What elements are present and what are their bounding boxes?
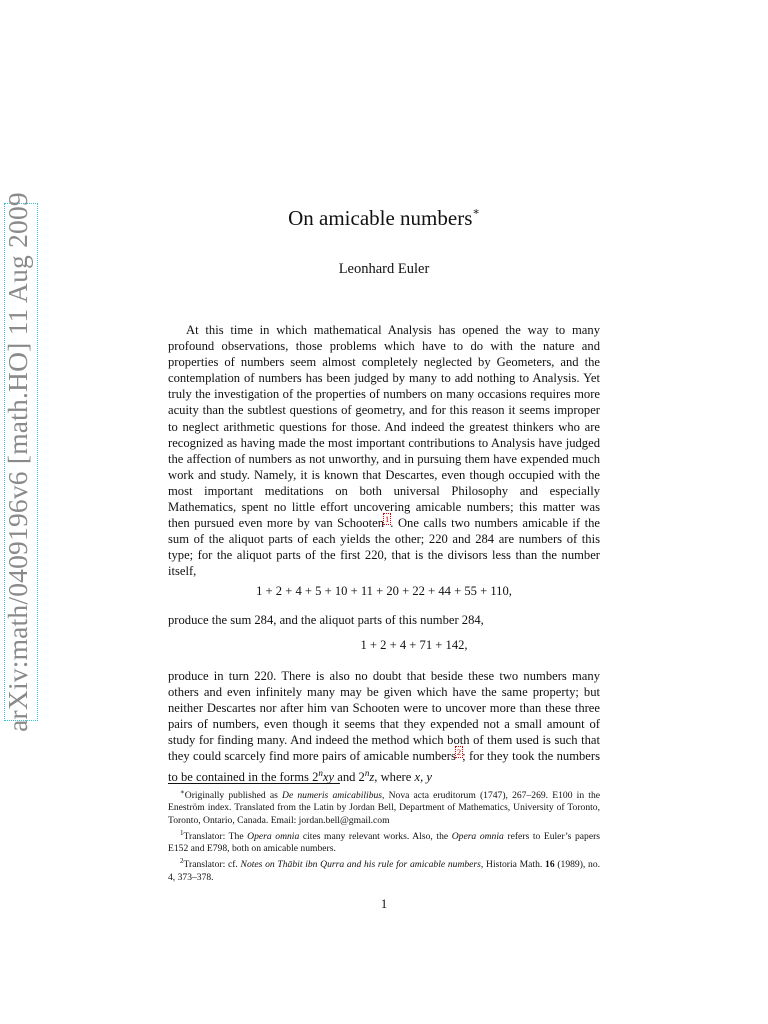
paragraph-2: produce the sum 284, and the aliquot parts of this number 284, xyxy=(168,613,484,627)
paper-title xyxy=(0,206,768,231)
paragraph-3-text-cont: ; for they took the numbers to be contained in the forms 2 xyxy=(168,749,600,784)
math-vars: x, y xyxy=(414,769,432,784)
footnote-rule xyxy=(168,783,340,784)
footnote-ref-1-link[interactable]: 1 xyxy=(385,513,390,524)
paragraph-3-where: , where xyxy=(374,769,415,784)
exponent-n-2: n xyxy=(364,767,370,778)
footnote-text: , Historia Math. xyxy=(480,859,546,871)
title-text: On amicable numbers xyxy=(288,206,473,230)
exponent-n: n xyxy=(318,767,323,778)
footnote-mark: 2 xyxy=(180,857,184,866)
footnote-italic-title: Opera omnia xyxy=(247,830,300,842)
footnote-italic-title: Opera omnia xyxy=(451,830,504,842)
footnote-text: , Nova acta eruditorum (1747), 267–269. E100 in the Eneström index. Translated from the Latin by Jordan Bell, Department of Mathematics, University of Toronto, Toronto, Ontario, Canada. Email: jordan.bell@gmail.com xyxy=(168,790,601,826)
footnote-star xyxy=(168,786,600,827)
arxiv-identifier: arXiv:math/0409196v6 [math.HO] 11 Aug 2009 xyxy=(2,192,33,732)
footnote-mark: 1 xyxy=(180,828,184,837)
footnote-text: refers to Euler’s papers E152 and E798, both on amicable numbers. xyxy=(168,830,601,855)
footnote-volume: 16 xyxy=(545,859,555,871)
footnotes xyxy=(168,786,600,884)
paragraph-1-text-cont: . One calls two numbers amicable if the sum of the aliquot parts of each yields the other; 220 and 284 are numbers of this type; for the aliquot parts of the first 220, that is the divisors less than the number itself, xyxy=(168,516,600,579)
paragraph-1 xyxy=(168,322,600,580)
footnote-text: Translator: cf. xyxy=(183,859,241,871)
footnote-1 xyxy=(168,827,600,856)
footnote-2 xyxy=(168,855,600,884)
author-name: Leonhard Euler xyxy=(338,261,430,277)
paragraph-1-text: At this time in which mathematical Analysis has opened the way to many profound observations, those problems which have to do with the nature and properties of numbers seem almost completely neglected by Geometers, and the contemplation of numbers has been judged by many to add nothing to Analysis. Yet truly the investigation of the properties of numbers on many occasions requires more acuity than the subtlest questions of geometry, and for this reason it seems improper to neglect arithmetic questions for those. And indeed the greatest thinkers who are recognized as having made the most important contributions to Analysis have judged the affection of numbers as not unworthy, and in pursuing them have expended much work and study. Namely, it is known that Descartes, even though occupied with the most important meditations on both universal Philosophy and especially Mathematics, spent no little effort uncovering amicable numbers; this matter was then pursued even more by van Schooten xyxy=(168,323,600,531)
footnote-text: cites many relevant works. Also, the xyxy=(299,830,452,842)
footnote-italic-title: De numeris amicabilibus xyxy=(282,790,383,802)
paragraph-3-and: and 2 xyxy=(334,769,365,784)
paragraph-3 xyxy=(168,668,600,785)
footnote-mark: ∗ xyxy=(180,788,185,796)
footnote-text: Translator: The xyxy=(183,830,248,842)
footnote-text: Originally published as xyxy=(184,790,283,802)
footnote-text: (1989), no. 4, 373–378. xyxy=(168,859,601,883)
paragraph-3-text: produce in turn 220. There is also no doubt that beside these two numbers many others and even infinitely many may be given which have the same property; but neither Descartes nor after him van Schooten were to uncover more than these three pairs of numbers, even though it seems that they expended not a small amount of study for finding many. And indeed the method which both of them used is such that they could scarcely find more pairs of amicable numbers xyxy=(168,669,600,764)
footnote-ref-2-link[interactable]: 2 xyxy=(456,747,462,758)
math-z: z xyxy=(369,769,375,784)
math-xy: xy xyxy=(322,769,335,784)
equation-divisors-220: 1 + 2 + 4 + 5 + 10 + 11 + 20 + 22 + 44 + 55 + 110, xyxy=(256,584,512,598)
footnote-italic-title: Notes on Thābit ibn Qurra and his rule for amicable numbers xyxy=(240,859,481,871)
page-number: 1 xyxy=(380,897,388,911)
equation-divisors-284: 1 + 2 + 4 + 71 + 142, xyxy=(360,638,468,652)
title-footnote-mark[interactable]: ∗ xyxy=(472,206,480,218)
